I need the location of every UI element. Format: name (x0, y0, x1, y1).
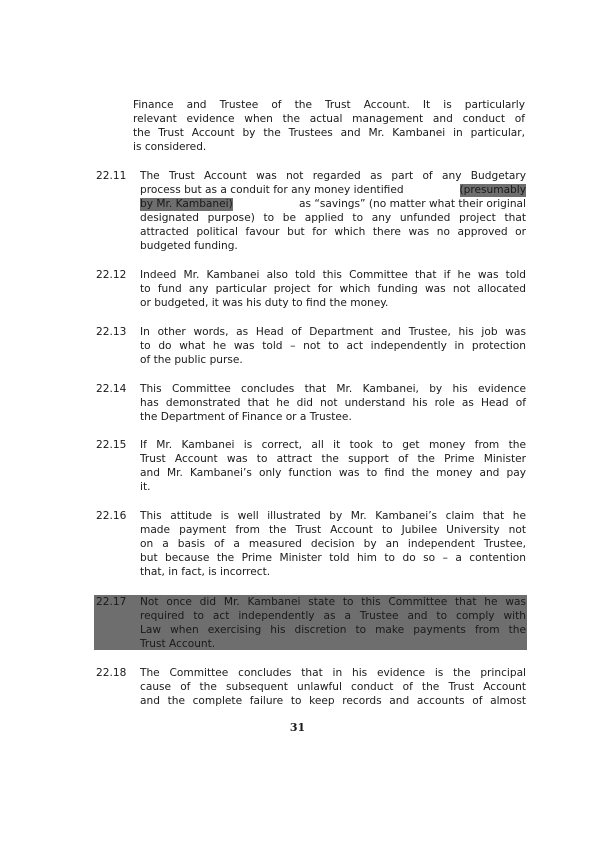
text-line: the Trust Account by the Trustees and Mr. Kambanei in particular, (133, 127, 525, 139)
text-line: Trust Account was to attract the support of the Prime Minister (140, 453, 526, 465)
text-line: the Department of Finance or a Trustee. (140, 411, 352, 423)
text-line: on a basis of a measured decision by an independent Trustee, (140, 538, 526, 550)
text-line: that, in fact, is incorrect. (140, 566, 271, 578)
paragraph-number: 22.11 (96, 170, 127, 182)
text-line: This attitude is well illustrated by Mr. Kambanei’s claim that he (140, 510, 526, 522)
text-line: and the complete failure to keep records and accounts of almost (140, 695, 526, 707)
text-line: If Mr. Kambanei is correct, all it took to get money from the (140, 439, 526, 451)
text-line: to do what he was told – not to act independently in protection (140, 340, 526, 352)
paragraph-number: 22.14 (96, 383, 127, 395)
text-line: Not once did Mr. Kambanei state to this Committee that he was (140, 596, 526, 608)
highlighted-text: by Mr. Kambanei) (140, 198, 233, 210)
paragraph-number: 22.16 (96, 510, 127, 522)
text-line: has demonstrated that he did not understand his role as Head of (140, 397, 526, 409)
text-line: required to act independently as a Trustee and to comply with (140, 610, 526, 622)
text-line: designated purpose) to be applied to any unfunded project that (140, 212, 526, 224)
paragraph-number: 22.15 (96, 439, 127, 451)
page-number: 31 (289, 721, 306, 734)
text-segment: as “savings” (no matter what their original (298, 198, 526, 210)
text-line: relevant evidence when the actual management and conduct of (133, 113, 525, 125)
text-segment: process but as a conduit for any money identified (140, 184, 404, 196)
text-line: attracted political favour but for which there was no approved or (140, 226, 526, 238)
paragraph-number: 22.13 (96, 326, 127, 338)
text-line: or budgeted, it was his duty to find the money. (140, 297, 389, 309)
text-line: In other words, as Head of Department and Trustee, his job was (140, 326, 526, 338)
text-line: The Committee concludes that in his evidence is the principal (140, 667, 526, 679)
text-line: of the public purse. (140, 354, 243, 366)
text-line: is considered. (133, 141, 207, 153)
text-line: made payment from the Trust Account to Jubilee University not (140, 524, 526, 536)
text-line: Trust Account. (140, 638, 216, 650)
text-line: cause of the subsequent unlawful conduct of the Trust Account (140, 681, 526, 693)
paragraph-number: 22.18 (96, 667, 127, 679)
text-line: This Committee concludes that Mr. Kambanei, by his evidence (140, 383, 526, 395)
text-line (140, 198, 526, 211)
text-line: it. (140, 481, 151, 493)
text-line: but because the Prime Minister told him to do so – a contention (140, 552, 526, 564)
highlighted-text: (presumably (459, 184, 526, 196)
text-line (140, 184, 526, 197)
text-line: The Trust Account was not regarded as part of any Budgetary (140, 170, 526, 182)
paragraph-number: 22.12 (96, 269, 127, 281)
text-line: to fund any particular project for which funding was not allocated (140, 283, 526, 295)
paragraph-number: 22.17 (96, 596, 127, 608)
text-line: Finance and Trustee of the Trust Account. It is particularly (133, 99, 525, 111)
text-line: Law when exercising his discretion to make payments from the (140, 624, 526, 636)
text-line: Indeed Mr. Kambanei also told this Committee that if he was told (140, 269, 526, 281)
text-line: budgeted funding. (140, 240, 238, 252)
text-line: and Mr. Kambanei’s only function was to find the money and pay (140, 467, 526, 479)
